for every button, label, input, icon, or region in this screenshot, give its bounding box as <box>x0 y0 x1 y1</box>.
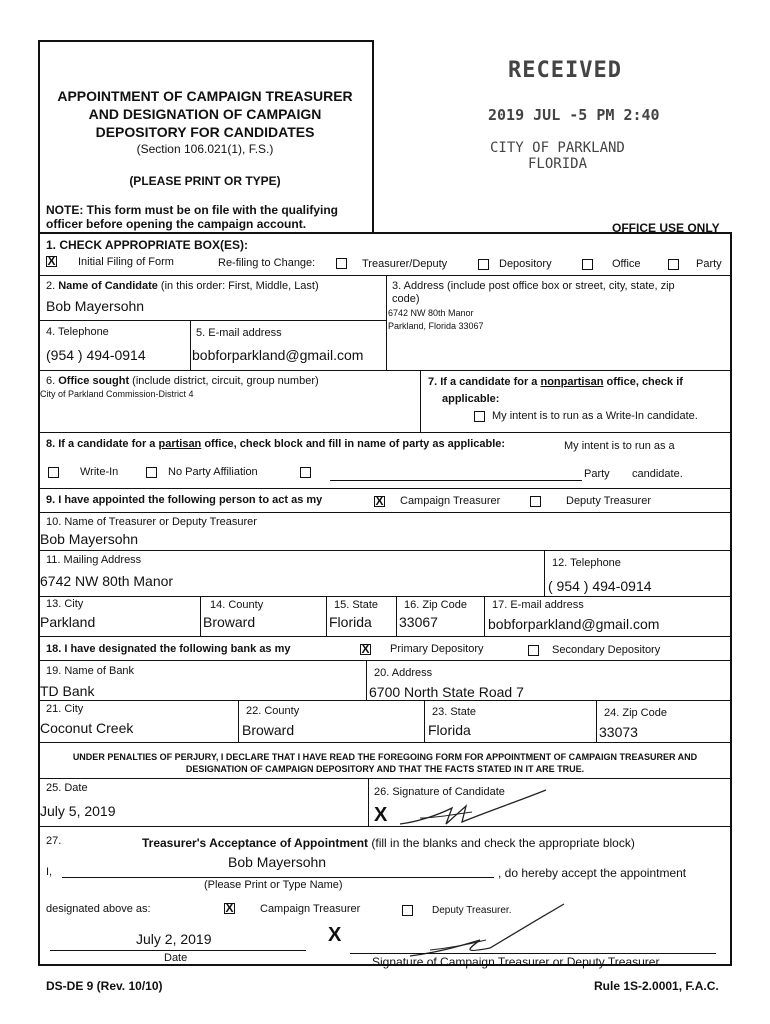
no-party-label: No Party Affiliation <box>168 466 258 478</box>
divider <box>40 432 730 433</box>
filing-note-line1: NOTE: This form must be on file with the qualifying <box>46 203 339 217</box>
write-in-intent-label: My intent is to run as a Write-In candidate. <box>492 410 698 422</box>
office-sought-value[interactable]: City of Parkland Commission-District 4 <box>40 389 194 399</box>
bank-name-value[interactable]: TD Bank <box>40 683 95 699</box>
acceptance-campaign-treasurer-label: Campaign Treasurer <box>260 903 361 915</box>
acceptance-signature-line <box>350 953 716 954</box>
bank-county-value[interactable]: Broward <box>242 722 295 738</box>
divider <box>190 320 191 370</box>
campaign-treasurer-checkbox[interactable]: X <box>375 494 384 508</box>
divider <box>40 778 730 779</box>
acceptance-number: 27. <box>46 835 62 847</box>
divider <box>484 596 485 636</box>
divider <box>40 660 730 661</box>
acceptance-accept-text: , do hereby accept the appointment <box>498 866 687 880</box>
candidate-email-label: 5. E-mail address <box>196 327 282 339</box>
candidate-address-line2[interactable]: Parkland, Florida 33067 <box>388 321 484 331</box>
divider <box>368 778 369 826</box>
acceptance-date-label: Date <box>164 952 188 964</box>
acceptance-deputy-treasurer-label: Deputy Treasurer. <box>432 905 512 916</box>
acceptance-signature-x: X <box>328 924 342 946</box>
candidate-phone-value[interactable]: (954 ) 494-0914 <box>46 347 146 363</box>
candidate-date-label: 25. Date <box>46 782 88 794</box>
divider <box>544 550 545 596</box>
office-use-only: OFFICE USE ONLY <box>612 221 720 235</box>
print-note: (PLEASE PRINT OR TYPE) <box>129 174 281 188</box>
divider <box>420 370 421 432</box>
treasurer-county-value[interactable]: Broward <box>203 614 256 630</box>
party-label: Party <box>696 258 722 270</box>
bank-name-label: 19. Name of Bank <box>46 665 135 677</box>
campaign-treasurer-label: Campaign Treasurer <box>400 495 501 507</box>
bank-zip-label: 24. Zip Code <box>604 707 667 719</box>
treasurer-state-label: 15. State <box>334 599 379 611</box>
divider <box>238 700 239 742</box>
treasurer-name-value[interactable]: Bob Mayersohn <box>40 531 139 547</box>
form-title-line1: APPOINTMENT OF CAMPAIGN TREASURER <box>57 88 353 104</box>
acceptance-name-value[interactable]: Bob Mayersohn <box>228 854 327 870</box>
candidate-address-label: 3. Address (include post office box or street, city, state, zip <box>392 280 675 292</box>
acceptance-print-name: (Please Print or Type Name) <box>204 879 343 891</box>
received-stamp: RECEIVED <box>508 58 622 83</box>
candidate-email-value[interactable]: bobforparkland@gmail.com <box>192 347 364 363</box>
form-body <box>38 232 732 966</box>
acceptance-campaign-treasurer-checkbox[interactable]: X <box>225 901 234 915</box>
refiling-label: Re-filing to Change: <box>218 257 316 269</box>
divider <box>40 636 730 637</box>
received-date-stamp: 2019 JUL -5 PM 2:40 <box>488 106 660 124</box>
divider <box>386 275 387 370</box>
divider <box>326 596 327 636</box>
acceptance-date-value[interactable]: July 2, 2019 <box>136 931 212 947</box>
perjury-statement-line2: DESIGNATION OF CAMPAIGN DEPOSITORY AND THAT THE FACTS STATED IN IT ARE TRUE. <box>185 764 585 774</box>
treasurer-state-value[interactable]: Florida <box>329 614 372 630</box>
refiling-checkbox[interactable] <box>336 258 347 269</box>
bank-county-label: 22. County <box>246 705 300 717</box>
treasurer-zip-label: 16. Zip Code <box>404 599 467 611</box>
divider <box>40 488 730 489</box>
party-suffix-label: Party <box>584 468 610 480</box>
bank-zip-value[interactable]: 33073 <box>599 724 638 740</box>
candidate-address-label-cont: code) <box>392 293 420 305</box>
treasurer-name-label: 10. Name of Treasurer or Deputy Treasurer <box>46 516 257 528</box>
acceptance-date-line <box>50 950 306 951</box>
statute-reference: (Section 106.021(1), F.S.) <box>136 142 274 156</box>
treasurer-city-value[interactable]: Parkland <box>40 614 96 630</box>
nonpartisan-label: 7. If a candidate for a nonpartisan office, check if <box>428 376 683 388</box>
divider <box>40 320 386 321</box>
deputy-treasurer-checkbox[interactable] <box>530 496 541 507</box>
initial-filing-checkbox[interactable]: X <box>47 254 56 268</box>
divider <box>40 826 730 827</box>
treasurer-phone-value[interactable]: ( 954 ) 494-0914 <box>548 578 652 594</box>
write-in-checkbox[interactable] <box>48 467 59 478</box>
no-party-checkbox[interactable] <box>146 467 157 478</box>
check-boxes-label: 1. CHECK APPROPRIATE BOX(ES): <box>46 238 249 252</box>
candidate-address-line1[interactable]: 6742 NW 80th Manor <box>388 308 474 318</box>
form-title-line3: DEPOSITORY FOR CANDIDATES <box>95 124 315 140</box>
received-state-stamp: FLORIDA <box>528 156 588 172</box>
depository-checkbox[interactable] <box>478 259 489 270</box>
primary-depository-label: Primary Depository <box>390 643 484 655</box>
party-name-line[interactable] <box>330 480 582 481</box>
treasurer-phone-label: 12. Telephone <box>552 557 621 569</box>
partisan-intent-label: My intent is to run as a <box>564 440 675 452</box>
write-in-label: Write-In <box>80 466 119 478</box>
office-sought-label: 6. Office sought (include district, circuit, group number) <box>46 375 319 387</box>
divider <box>596 700 597 742</box>
divider <box>40 596 730 597</box>
divider <box>396 596 397 636</box>
acceptance-designated: designated above as: <box>46 903 151 915</box>
treasurer-deputy-label: Treasurer/Deputy <box>362 258 448 270</box>
candidate-name-label: 2. Name of Candidate (in this order: First, Middle, Last) <box>46 280 319 292</box>
filing-note-line2: officer before opening the campaign account. <box>46 217 307 231</box>
divider <box>40 742 730 743</box>
bank-city-value[interactable]: Coconut Creek <box>40 720 134 736</box>
initial-filing-label: Initial Filing of Form <box>78 256 174 268</box>
form-title-line2: AND DESIGNATION OF CAMPAIGN <box>88 106 322 122</box>
office-checkbox[interactable] <box>582 259 593 270</box>
party-checkbox[interactable] <box>668 259 679 270</box>
bank-city-label: 21. City <box>46 703 84 715</box>
secondary-depository-label: Secondary Depository <box>552 644 661 656</box>
write-in-intent-checkbox[interactable] <box>474 411 485 422</box>
divider <box>424 700 425 742</box>
bank-state-label: 23. State <box>432 706 477 718</box>
received-city-stamp: CITY OF PARKLAND <box>490 140 625 156</box>
nonpartisan-applicable: applicable: <box>442 393 500 405</box>
secondary-depository-checkbox[interactable] <box>528 645 539 656</box>
candidate-suffix-label: candidate. <box>632 468 683 480</box>
acceptance-i: I, <box>46 866 53 878</box>
candidate-signature <box>396 788 556 830</box>
rule-citation: Rule 1S-2.0001, F.A.C. <box>594 979 719 993</box>
treasurer-zip-value[interactable]: 33067 <box>399 614 438 630</box>
deputy-treasurer-label: Deputy Treasurer <box>566 495 651 507</box>
treasurer-signature <box>400 900 570 960</box>
form-id: DS-DE 9 (Rev. 10/10) <box>46 979 163 993</box>
office-label: Office <box>612 258 641 270</box>
candidate-signature-x: X <box>374 804 388 826</box>
bank-designated-label: 18. I have designated the following bank as my <box>46 643 291 655</box>
perjury-statement-line1: UNDER PENALTIES OF PERJURY, I DECLARE THAT I HAVE READ THE FOREGOING FORM FOR APPOINTMENT OF CAMPAIGN TREASURER AND <box>72 752 698 762</box>
divider <box>366 660 367 700</box>
bank-state-value[interactable]: Florida <box>428 722 471 738</box>
treasurer-email-value[interactable]: bobforparkland@gmail.com <box>488 616 660 632</box>
candidate-signature-label: 26. Signature of Candidate <box>374 786 505 798</box>
mailing-address-label: 11. Mailing Address <box>46 554 142 566</box>
candidate-date-value[interactable]: July 5, 2019 <box>40 803 116 819</box>
candidate-phone-label: 4. Telephone <box>46 326 109 338</box>
divider <box>40 512 730 513</box>
acceptance-title: Treasurer's Acceptance of Appointment (fill in the blanks and check the appropriate block) <box>142 836 635 850</box>
bank-address-label: 20. Address <box>374 667 433 679</box>
divider <box>40 275 730 276</box>
treasurer-appointed-label: 9. I have appointed the following person to act as my <box>46 494 323 506</box>
divider <box>40 550 730 551</box>
bank-address-value[interactable]: 6700 North State Road 7 <box>369 684 524 700</box>
treasurer-email-label: 17. E-mail address <box>492 599 584 611</box>
treasurer-city-label: 13. City <box>46 598 84 610</box>
treasurer-county-label: 14. County <box>210 599 264 611</box>
divider <box>40 370 730 371</box>
mailing-address-value[interactable]: 6742 NW 80th Manor <box>40 573 174 589</box>
partisan-label: 8. If a candidate for a partisan office, check block and fill in name of party as applicable: <box>46 438 506 450</box>
acceptance-name-line <box>62 877 494 878</box>
divider <box>200 596 201 636</box>
depository-label: Depository <box>499 258 552 270</box>
party-name-checkbox[interactable] <box>300 467 311 478</box>
acceptance-signature-label: Signature of Campaign Treasurer or Deputy Treasurer <box>372 955 660 969</box>
primary-depository-checkbox[interactable]: X <box>361 642 370 656</box>
divider <box>40 700 730 701</box>
candidate-name-value[interactable]: Bob Mayersohn <box>46 298 145 314</box>
